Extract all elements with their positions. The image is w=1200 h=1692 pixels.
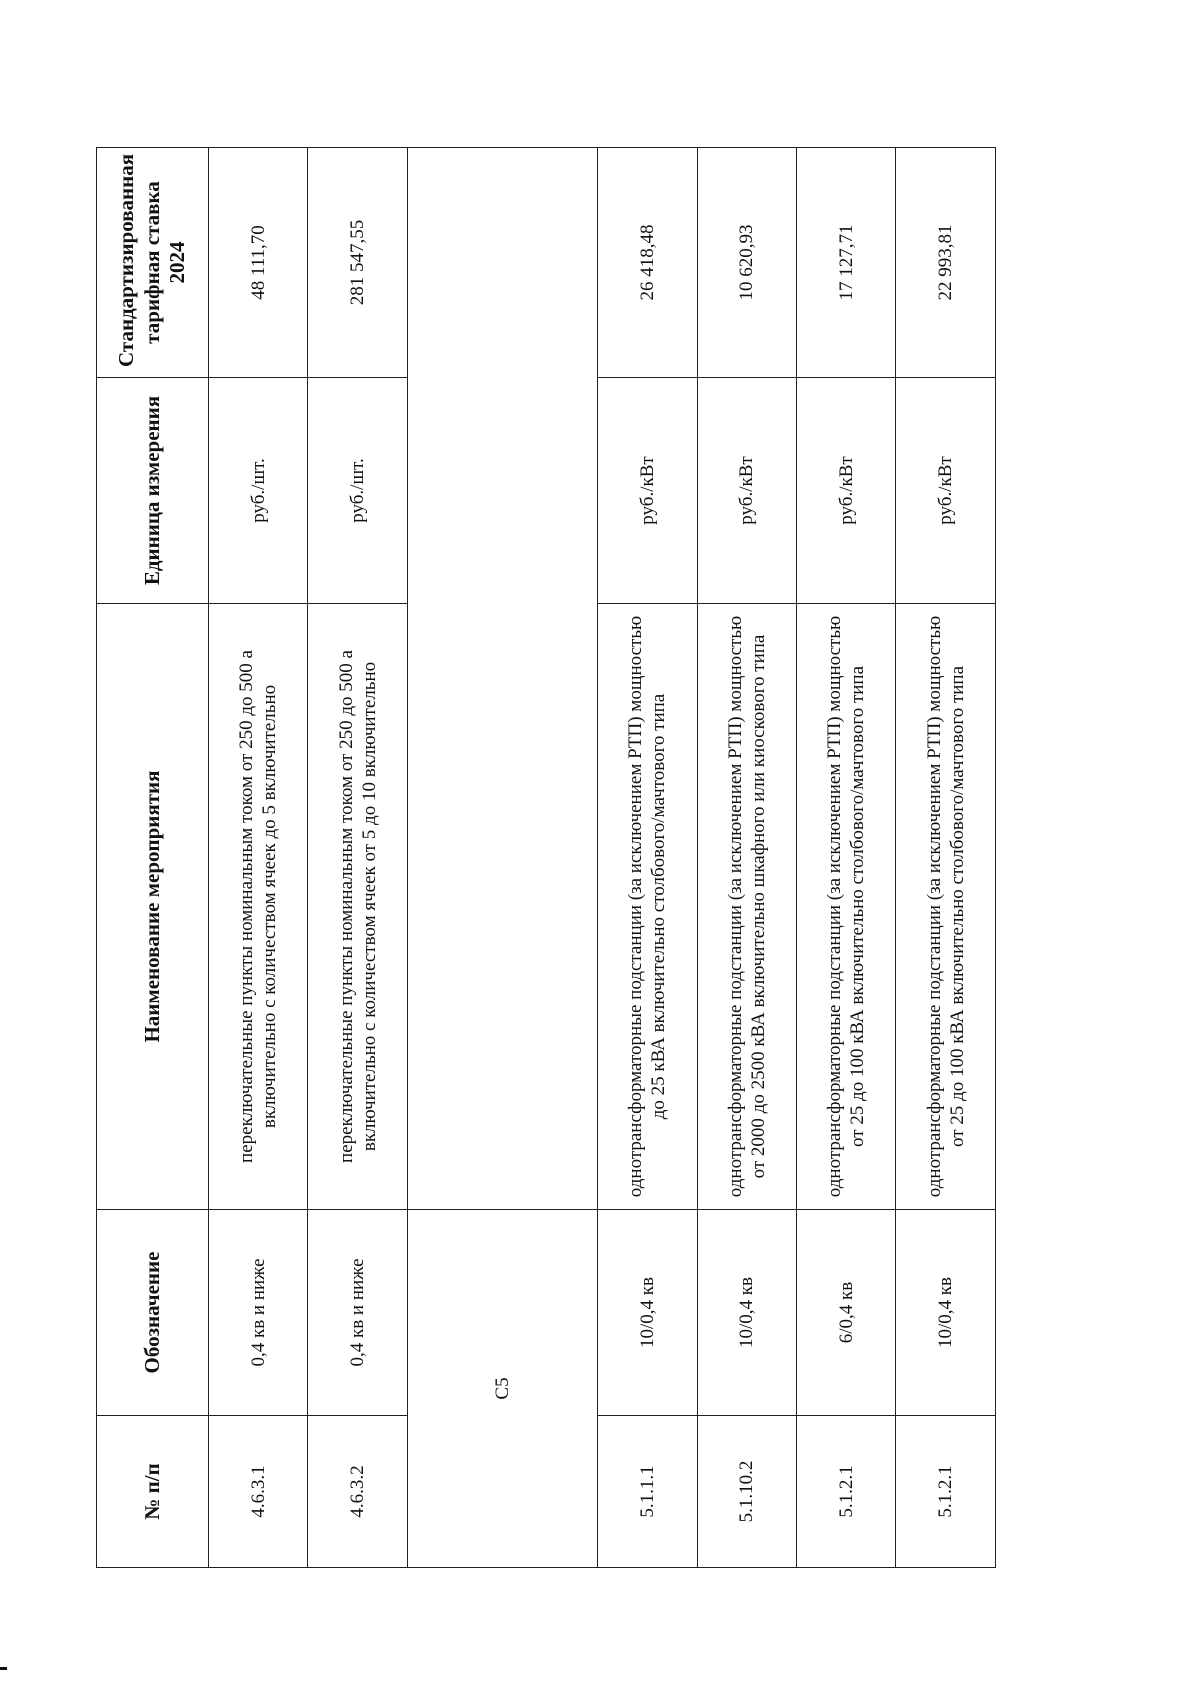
group-empty-cell (407, 148, 597, 1210)
cell-num: 5.1.2.1 (896, 1416, 996, 1568)
table-header-row (97, 148, 209, 1568)
table-row (697, 148, 796, 1568)
cell-rate: 17 127,71 (796, 148, 895, 378)
table-row (796, 148, 895, 1568)
scan-edge-mark (0, 1667, 7, 1670)
cell-rate: 22 993,81 (896, 148, 996, 378)
cell-unit: руб./кВт (896, 378, 996, 604)
cell-unit: руб./кВт (697, 378, 796, 604)
group-label: С5 (407, 1210, 597, 1568)
cell-designation: 0,4 кв и ниже (209, 1210, 308, 1416)
header-designation: Обозначение (97, 1210, 209, 1416)
table-row (308, 148, 407, 1568)
cell-name: однотрансформаторные подстанции (за исключением РТП) мощностью до 25 кВА включительно столбового/мачтового типа (598, 604, 697, 1210)
cell-name: однотрансформаторные подстанции (за исключением РТП) мощностью от 2000 до 2500 кВА включительно шкафного или киоскового типа (697, 604, 796, 1210)
cell-unit: руб./кВт (598, 378, 697, 604)
cell-name: переключательные пункты номинальным током от 250 до 500 а включительно с количеством ячеек до 5 включительно (209, 604, 308, 1210)
cell-rate: 281 547,55 (308, 148, 407, 378)
cell-num: 5.1.10.2 (697, 1416, 796, 1568)
cell-unit: руб./кВт (796, 378, 895, 604)
header-unit: Единица измерения (97, 378, 209, 604)
cell-designation: 6/0,4 кв (796, 1210, 895, 1416)
header-num: № п/п (97, 1416, 209, 1568)
table-row (598, 148, 697, 1568)
cell-designation: 10/0,4 кв (896, 1210, 996, 1416)
table-row (896, 148, 996, 1568)
cell-unit: руб./шт. (209, 378, 308, 604)
header-rate: Стандартизированная тарифная ставка 2024 (97, 148, 209, 378)
cell-name: однотрансформаторные подстанции (за исключением РТП) мощностью от 25 до 100 кВА включительно столбового/мачтового типа (896, 604, 996, 1210)
cell-num: 4.6.3.1 (209, 1416, 308, 1568)
rotated-table-wrapper (96, 148, 996, 1568)
table-row (209, 148, 308, 1568)
tariff-table (96, 147, 996, 1568)
cell-num: 4.6.3.2 (308, 1416, 407, 1568)
header-name: Наименование мероприятия (97, 604, 209, 1210)
cell-designation: 0,4 кв и ниже (308, 1210, 407, 1416)
cell-rate: 10 620,93 (697, 148, 796, 378)
cell-designation: 10/0,4 кв (697, 1210, 796, 1416)
cell-rate: 48 111,70 (209, 148, 308, 378)
cell-name: переключательные пункты номинальным током от 250 до 500 а включительно с количеством ячеек от 5 до 10 включительно (308, 604, 407, 1210)
group-row (407, 148, 597, 1568)
cell-num: 5.1.2.1 (796, 1416, 895, 1568)
cell-rate: 26 418,48 (598, 148, 697, 378)
cell-designation: 10/0,4 кв (598, 1210, 697, 1416)
cell-num: 5.1.1.1 (598, 1416, 697, 1568)
cell-unit: руб./шт. (308, 378, 407, 604)
cell-name: однотрансформаторные подстанции (за исключением РТП) мощностью от 25 до 100 кВА включительно столбового/мачтового типа (796, 604, 895, 1210)
